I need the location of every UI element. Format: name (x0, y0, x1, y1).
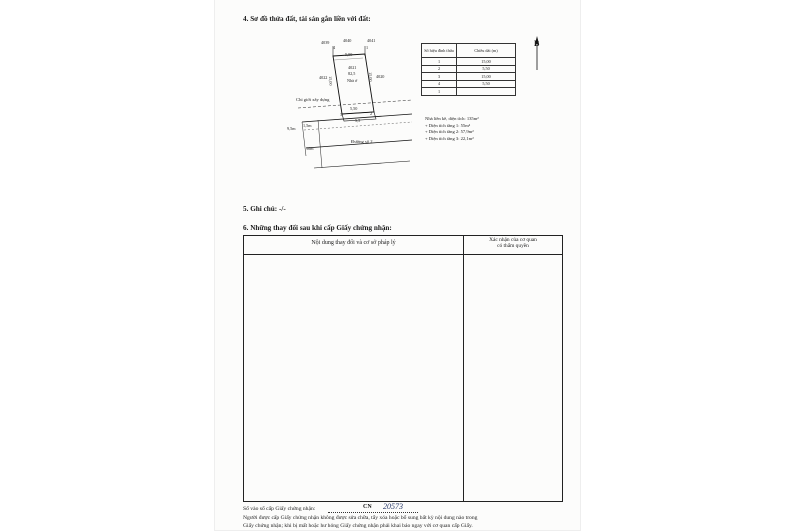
area-floor-3: + Diện tích tầng 3: 22,1m² (425, 135, 474, 141)
north-label: B (534, 39, 540, 48)
area-list (425, 116, 479, 142)
register-label: Số vào sổ cấp Giấy chứng nhận: (243, 506, 316, 512)
top-width-dim: 5,50 (345, 52, 353, 57)
parcel-4020: 4020 (376, 74, 385, 79)
parcel-4039: 4039 (321, 40, 330, 45)
table-cell: 1 (422, 88, 457, 96)
parcel-4040: 4040 (343, 38, 352, 43)
area-floor-2: + Diện tích tầng 2: 57,9m² (425, 129, 474, 135)
table-row (422, 80, 516, 88)
table-cell: 3 (422, 73, 457, 81)
table-cell: 5,50 (457, 65, 516, 73)
house-label: Nhà ở (347, 78, 358, 83)
parcel-4041: 4041 (367, 38, 376, 43)
confirm-header-line-2: có thẩm quyền (497, 243, 529, 250)
table-cell: 15,00 (457, 73, 516, 81)
register-number-handwritten: 20573 (383, 502, 403, 511)
changes-col-content-header: Nội dung thay đổi và cơ sở pháp lý (311, 240, 396, 246)
table-cell: 2 (422, 65, 457, 73)
table-cell: 4 (422, 80, 457, 88)
table-cell: 15,00 (457, 58, 516, 66)
vertex-marker-4: 4 (333, 45, 336, 50)
section-4-title: 4. Sơ đồ thửa đất, tài sản gắn liền với đất: (243, 15, 371, 23)
table-cell: 5,50 (457, 80, 516, 88)
side-left-dim: 15,00 (328, 76, 334, 86)
parcel-diagram (290, 30, 420, 180)
table-cell: 1 (422, 58, 457, 66)
area-floor-1: + Diện tích tầng 1: 55m² (425, 122, 471, 128)
changes-table (243, 235, 563, 502)
table-row (422, 73, 516, 81)
table-header-vertex: Số hiệu đỉnh thửa (422, 44, 457, 58)
notice-line-1: Người được cấp Giấy chứng nhận không được sửa chữa, tẩy xóa hoặc bổ sung bất kỳ nội dung nào trong (243, 515, 478, 521)
road-width-dim: 10m (306, 146, 314, 151)
build-line-label: Chỉ giới xây dựng (296, 97, 330, 102)
section-5-title: 5. Ghi chú: -/- (243, 205, 286, 213)
notice-line-2: Giấy chứng nhận; khi bị mất hoặc hư hỏng Giấy chứng nhận phải khai báo ngay với cơ quan cấp Giấy. (243, 523, 473, 529)
left-setback-dim: 1,5m (303, 123, 312, 128)
vertex-marker-1: 1 (366, 45, 369, 50)
vertex-marker-2: 2 (370, 111, 373, 116)
road-label: Đường số 2 (351, 139, 373, 144)
table-header-row (422, 44, 516, 58)
left-total-dim: 9,5m (287, 126, 296, 131)
bottom-width-dim: 5,5 (355, 118, 361, 123)
table-cell (457, 88, 516, 96)
parcel-area: 82,5 (348, 71, 356, 76)
parcel-4021: 4021 (348, 65, 357, 70)
table-row (422, 58, 516, 66)
changes-table-divider (463, 236, 464, 501)
register-dotted-line (328, 512, 418, 513)
inner-width-dim: 5,50 (350, 106, 358, 111)
parcel-4022: 4022 (319, 75, 328, 80)
north-arrow-icon (528, 30, 548, 72)
register-prefix: CN (363, 504, 372, 510)
area-total: Nhà liền kề, diện tích: 135m² (425, 116, 479, 121)
section-6-title: 6. Những thay đổi sau khi cấp Giấy chứng nhận: (243, 224, 392, 232)
vertex-length-table (421, 43, 516, 96)
vertex-marker-3: 3 (340, 112, 343, 117)
table-header-length: Chiều dài (m) (457, 44, 516, 58)
changes-col-confirm-header (464, 237, 562, 250)
table-row (422, 88, 516, 96)
table-row (422, 65, 516, 73)
side-right-dim: 15,00 (368, 72, 374, 82)
confirm-header-line-1: Xác nhận của cơ quan (489, 237, 537, 243)
